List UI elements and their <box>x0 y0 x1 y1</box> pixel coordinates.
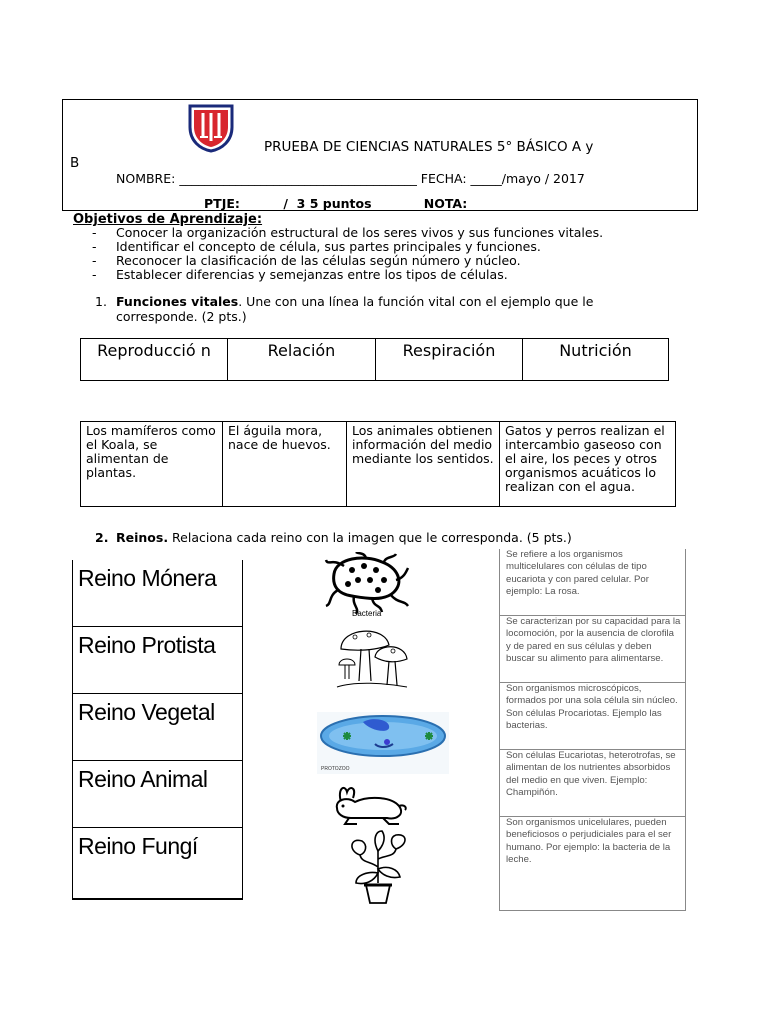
bacteria-label: Bacteria <box>352 609 382 618</box>
vital-function-cell[interactable]: Respiración <box>376 339 523 380</box>
description-item[interactable]: Son organismos unicelulares, pueden beneficiosos o perjudiciales para el ser humano. Por ejemplo: la bacteria de la leche. <box>506 817 672 865</box>
test-title: PRUEBA DE CIENCIAS NATURALES 5° BÁSICO A y <box>264 139 594 155</box>
vital-function-cell[interactable]: Reproducció n <box>81 339 228 380</box>
descriptions-list <box>499 549 686 911</box>
kingdom-monera[interactable]: Reino Mónera <box>73 560 242 627</box>
description-item[interactable]: Se refiere a los organismos multicelulares con células de tipo eucariota y con pared celular. Por ejemplo: La rosa. <box>500 549 685 616</box>
vital-function-cell[interactable]: Nutrición <box>559 341 632 360</box>
objectives-title: Objetivos de Aprendizaje: <box>73 212 263 227</box>
kingdom-animal[interactable]: Reino Animal <box>73 761 242 828</box>
protozoo-label: PROTOZOO <box>321 766 350 772</box>
examples-table <box>80 421 676 507</box>
description-item[interactable]: Son organismos microscópicos, formados por una sola célula sin núcleo. Son células Procariotas. Ejemplo las bacterias. <box>500 683 685 750</box>
header-box <box>62 99 698 211</box>
example-cell[interactable]: El águila mora, nace de huevos. <box>223 422 347 506</box>
bacteria-icon[interactable] <box>324 552 410 618</box>
example-cell[interactable]: Los animales obtienen información del medio mediante los sentidos. <box>347 422 500 506</box>
school-logo <box>186 103 236 153</box>
objective-item: - Conocer la organización estructural de los seres vivos y sus funciones vitales. <box>92 225 604 240</box>
name-date-line[interactable]: NOMBRE: ______________________________________ FECHA: _____/mayo / 2017 <box>116 171 585 186</box>
kingdoms-list <box>72 560 243 900</box>
question-2: 2. Reinos. Relaciona cada reino con la imagen que le corresponda. (5 pts.) <box>95 530 572 545</box>
objective-item: - Reconocer la clasificación de las células según número y núcleo. <box>92 253 521 268</box>
vital-functions-table <box>80 338 669 381</box>
question-2-title: Reinos. <box>116 530 169 545</box>
example-cell[interactable]: Gatos y perros realizan el intercambio gaseoso con el aire, los peces y otros organismos acuáticos lo realizan con el agua. <box>505 423 665 494</box>
test-title-wrap: B <box>70 155 80 171</box>
score-line: PTJE: / 3 5 puntos NOTA: <box>204 196 468 211</box>
kingdom-fungi[interactable]: Reino Fungí <box>78 833 198 859</box>
protozoo-icon[interactable] <box>317 712 449 774</box>
objectives-list <box>92 226 603 282</box>
question-1: 1. Funciones vitales. Une con una línea la función vital con el ejemplo que le corresponde. (2 pts.) <box>95 294 594 324</box>
objective-item: - Establecer diferencias y semejanzas entre los tipos de células. <box>92 267 508 282</box>
description-item[interactable]: Se caracterizan por su capacidad para la locomoción, por la ausencia de clorofila y de pared en sus células y deben buscar su alimento para alimentarse. <box>500 616 685 683</box>
mushroom-icon[interactable] <box>335 621 409 693</box>
objective-item: - Identificar el concepto de célula, sus partes principales y funciones. <box>92 239 541 254</box>
description-item[interactable]: Son células Eucariotas, heterotrofas, se alimentan de los nutrientes absorbidos del medio en que viven. Ejemplo: Champiñón. <box>500 750 685 817</box>
question-1-title: Funciones vitales <box>116 294 239 309</box>
rabbit-icon[interactable] <box>327 782 409 826</box>
kingdom-protista[interactable]: Reino Protista <box>73 627 242 694</box>
kingdom-vegetal[interactable]: Reino Vegetal <box>73 694 242 761</box>
vital-function-cell[interactable]: Relación <box>228 339 376 380</box>
example-cell[interactable]: Los mamíferos como el Koala, se alimentan de plantas. <box>81 422 223 506</box>
plant-icon[interactable] <box>346 829 410 905</box>
